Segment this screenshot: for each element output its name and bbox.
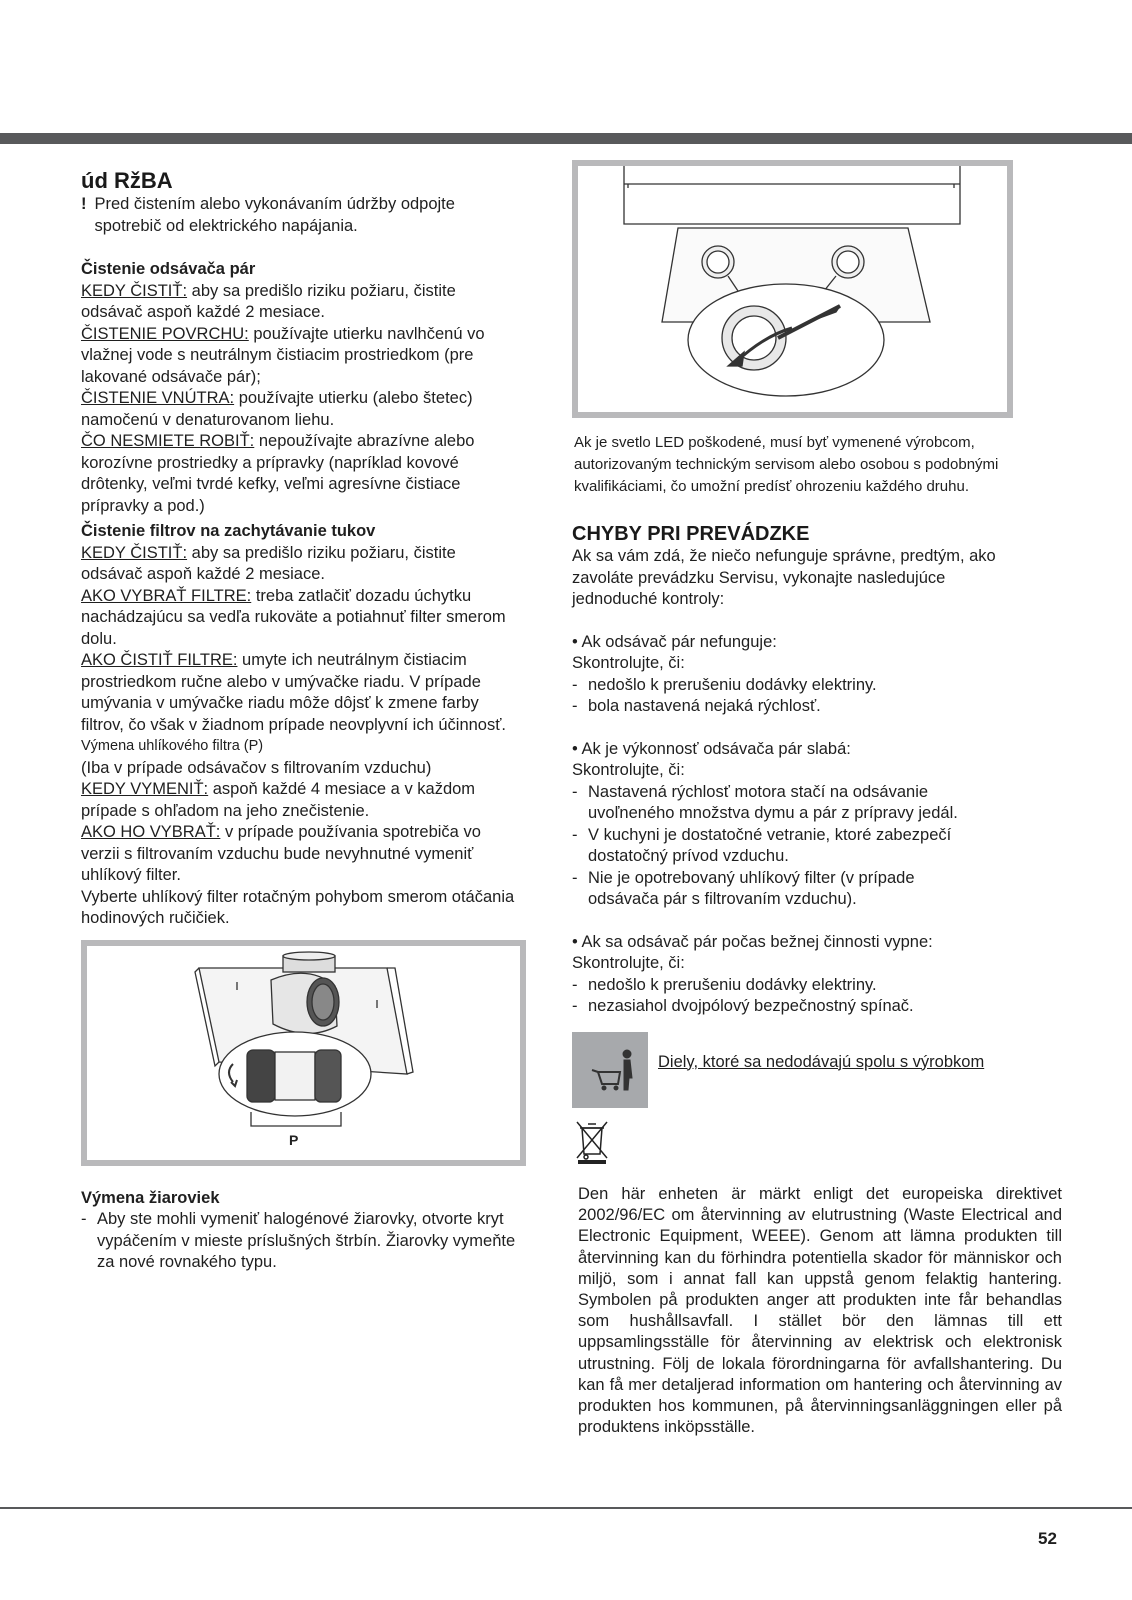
weee-text: Den här enheten är märkt enligt det europeiska direktivet 2002/96/EC om återvinning av elutrustning (Waste Electrical and Electronic Equipment, WEEE). Genom att lämna produkten till återvinning kan du förhindra potentiella skador för människor och miljö, som i annat fall kan uppstå genom felaktig hantering. Symbolen på produkten anger att produkten inte får behandlas som hushållsavfall. I stället bör den lämnas till ett uppsamlingsställe för återvinning av elektrisk och elektronisk utrustning. Följ de lokala förordningarna för avfallshantering. Du kan få mer detaljerad information om hantering och återvinning av produkten hos kommunen, på återvinningsanläggningen eller på produktens inköpsställe. [578, 1185, 1062, 1437]
filter-cleaning-when: KEDY ČISTIŤ: aby sa predišlo riziku požiaru, čistite odsávač aspoň každé 2 mesiace. [81, 543, 456, 583]
hood-led-illustration [578, 166, 1007, 412]
warning-text: Pred čistením alebo vykonávaním údržby odpojte spotrebič od elektrického napájania. [94, 195, 455, 235]
hood-cleaning-title: Čistenie odsávača pár [81, 260, 256, 278]
hood-cleaning-inside: ČISTENIE VNÚTRA: používajte utierku (alebo štetec) namočenú v denaturovanom liehu. [81, 389, 473, 429]
check-label: Skontrolujte, či: [572, 761, 685, 779]
list-item: - Nastavená rýchlosť motora stačí na odsávanie uvoľneného množstva dymu a pár z prípravy jedál. [572, 782, 958, 822]
carbon-filter-title: Výmena uhlíkového filtra (P) [81, 738, 264, 754]
hood-cleaning-dont: ČO NESMIETE ROBIŤ: nepoužívajte abrazívne alebo korozívne prostriedky a prípravky (napríklad kovové drôtenky, veľmi tvrdé kefky, veľmi agresívne čistiace prípravky a pod.) [81, 432, 475, 515]
hood-carbon-filter-illustration [87, 946, 520, 1160]
led-note: Ak je svetlo LED poškodené, musí byť vymenené výrobcom, autorizovaným technickým servisom alebo osobou s podobnými kvalifikáciami, čo umožní predísť ohrozeniu každého druhu. [574, 434, 999, 495]
bulbs-text: Aby ste mohli vymeniť halogénové žiarovky, otvorte kryt vypáčením v mieste príslušných štrbín. Žiarovky vymeňte za nové rovnakého typu. [97, 1210, 516, 1271]
right-column [572, 160, 1080, 1438]
carbon-filter-note: (Iba v prípade odsávačov s filtrovaním vzduchu) [81, 758, 432, 777]
carbon-filter-how: AKO HO VYBRAŤ: v prípade používania spotrebiča vo verzii s filtrovaním vzduchu bude nevyhnutné vymeniť uhlíkový filter. [81, 823, 481, 884]
parts-note-text: Diely, ktoré sa nedodávajú spolu s výrobkom [658, 1052, 985, 1071]
faults-intro: Ak sa vám zdá, že niečo nefunguje správne, predtým, ako zavoláte prevádzku Servisu, vykonajte nasledujúce jednoduché kontroly: [572, 547, 996, 608]
carbon-filter-replace: KEDY VYMENIŤ: aspoň každé 4 mesiace a v každom prípade s ohľadom na jeho znečistenie. [81, 780, 476, 820]
fault-group-3 [572, 932, 1080, 1018]
fault-group-heading: • Ak odsávač pár nefunguje: [572, 632, 777, 651]
list-item: - Nie je opotrebovaný uhlíkový filter (v prípade odsávača pár s filtrovaním vzduchu). [572, 868, 915, 908]
filter-cleaning-title: Čistenie filtrov na zachytávanie tukov [81, 522, 376, 540]
figure-label-p: P [289, 1131, 299, 1148]
carbon-filter-figure [81, 940, 526, 1166]
fault-group-heading: • Ak sa odsávač pár počas bežnej činnosti vypne: [572, 932, 933, 951]
parts-note-row [572, 1032, 1080, 1108]
filter-cleaning-clean: AKO ČISTIŤ FILTRE: umyte ich neutrálnym čistiacim prostriedkom ručne alebo v umývačke riadu. V prípade umývania v umývačke riadu môže dôjsť k zmene farby filtrov, čo však v žiadnom prípade neovplyvní ich účinnosť. [81, 651, 507, 734]
bulbs-item: - Aby ste mohli vymeniť halogénové žiarovky, otvorte kryt vypáčením v mieste príslušných štrbín. Žiarovky vymeňte za nové rovnakého typu. [81, 1209, 521, 1274]
list-item: - nedošlo k prerušeniu dodávky elektriny. [572, 975, 877, 994]
led-figure [572, 160, 1013, 418]
left-column [81, 168, 521, 1274]
fault-group-2 [572, 739, 1080, 911]
fault-group-1 [572, 632, 1080, 718]
fault-group-heading: • Ak je výkonnosť odsávača pár slabá: [572, 739, 851, 758]
weee-bin-icon [574, 1120, 1080, 1171]
list-item: - nezasiahol dvojpólový bezpečnostný spínač. [572, 997, 914, 1015]
check-label: Skontrolujte, či: [572, 654, 685, 672]
list-item: - bola nastavená nejaká rýchlosť. [572, 697, 821, 715]
list-item: - V kuchyni je dostatočné vetranie, ktoré zabezpečí dostatočný prívod vzduchu. [572, 825, 952, 865]
check-label: Skontrolujte, či: [572, 954, 685, 972]
warning-note [81, 194, 521, 237]
section-title: úd RžBA [81, 168, 173, 193]
faults-section [572, 522, 1080, 1438]
carbon-filter-rotate: Vyberte uhlíkový filter rotačným pohybom smerom otáčania hodinových ručičiek. [81, 887, 515, 927]
warning-mark: ! [81, 195, 87, 213]
shopping-cart-icon [572, 1032, 648, 1108]
list-item: - nedošlo k prerušeniu dodávky elektriny. [572, 675, 877, 694]
bottom-rule [0, 1507, 1132, 1509]
hood-cleaning-when: KEDY ČISTIŤ: aby sa predišlo riziku požiaru, čistite odsávač aspoň každé 2 mesiace. [81, 281, 456, 321]
hood-cleaning-surface: ČISTENIE POVRCHU: používajte utierku navlhčenú vo vlažnej vode s neutrálnym čistiacim prostriedkom (pre lakované odsávače pár); [81, 324, 485, 386]
bulbs-title: Výmena žiaroviek [81, 1188, 220, 1207]
filter-cleaning-remove: AKO VYBRAŤ FILTRE: treba zatlačiť dozadu úchytku nachádzajúcu sa vedľa rukoväte a potiahnuť filter smerom dolu. [81, 586, 506, 648]
faults-title: CHYBY PRI PREVÁDZKE [572, 523, 810, 545]
top-rule [0, 133, 1132, 144]
page-number: 52 [1038, 1529, 1057, 1548]
